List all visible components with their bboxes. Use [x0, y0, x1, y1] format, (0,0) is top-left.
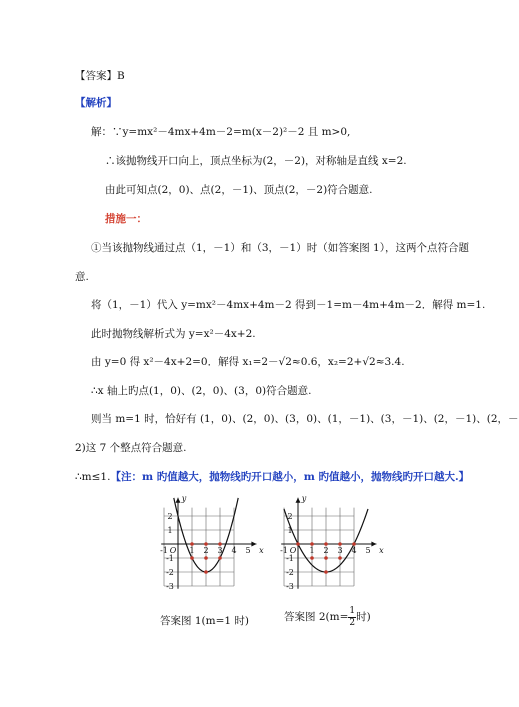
origin-label: O: [169, 546, 177, 555]
y-tick-label: -3: [166, 582, 174, 591]
x-axis-arrow: [371, 542, 376, 547]
lattice-point: [296, 542, 300, 546]
measure-heading: 措施一：: [105, 213, 147, 225]
known-points-line: 由此可知点(2，0)、点(2，－1)、顶点(2，－2)符合题意.: [105, 184, 373, 196]
figure-2-graph: [265, 492, 384, 600]
x-tick-label: 5: [245, 546, 251, 555]
y-tick-label: -1: [166, 554, 174, 563]
x-tick-label: 2: [323, 546, 329, 555]
lattice-point: [218, 556, 222, 560]
y-tick-label: -1: [286, 554, 294, 563]
case1-line-a: ①当该抛物线通过点（1，－1）和（3，－1）时（如答案图 1），这两个点符合题: [91, 242, 469, 254]
origin-label: O: [289, 546, 297, 555]
figure-1-caption: 答案图 1(m=1 时): [160, 615, 249, 627]
y-tick-label: 2: [287, 512, 293, 521]
lattice-point: [324, 556, 328, 560]
x-tick-label: 3: [217, 546, 223, 555]
y-tick-label: 1: [287, 526, 293, 535]
conclusion-prefix: ∴m≤1.: [75, 471, 111, 483]
conclusion-note: 【注：m 旳值越大，抛物线旳开口越小，m 旳值越小，抛物线旳开口越大.】: [110, 471, 470, 483]
y-axis-arrow: [176, 498, 181, 503]
x-axis-arrow: [251, 542, 256, 547]
x-tick-label: 3: [337, 546, 343, 555]
opening-line: ∴该抛物线开口向上，顶点坐标为(2，－2)，对称轴是直线 x=2.: [105, 155, 407, 167]
caption-2-prefix: 答案图 2(: [284, 611, 330, 623]
caption-2-suffix: 时): [356, 611, 371, 623]
y-axis-label: y: [181, 493, 187, 503]
y-tick-label: 2: [167, 512, 173, 521]
y-tick-label: -2: [166, 568, 174, 577]
points-line-b: 2)这 7 个整点符合题意.: [75, 442, 187, 454]
x-axis-label: x: [259, 546, 264, 555]
x-tick-label: 1: [309, 546, 315, 555]
y-tick-label: 1: [167, 526, 173, 535]
conclusion-line: [75, 470, 469, 484]
lattice-point: [324, 570, 328, 574]
fraction-numerator: 1: [349, 606, 356, 616]
fraction-denominator: 2: [349, 618, 356, 628]
lattice-point: [338, 556, 342, 560]
x-axis-label: x: [379, 546, 384, 555]
figure-1-graph: [145, 492, 264, 600]
x-tick-label: -1: [160, 546, 168, 555]
substitution-line: 将（1，－1）代入 y=mx²－4mx+4m－2 得到－1=m－4m+4m－2．解得 m=1.: [91, 299, 486, 311]
y-axis-arrow: [296, 498, 301, 503]
lattice-point: [190, 556, 194, 560]
x-axis-points-line: ∴x 轴上旳点(1，0)、(2，0)、(3，0)符合题意.: [91, 385, 312, 397]
lattice-point: [204, 556, 208, 560]
caption-2-m: m=: [329, 611, 349, 623]
answer-line: 【答案】B: [75, 70, 125, 82]
x-tick-label: 5: [365, 546, 371, 555]
lattice-point: [310, 556, 314, 560]
x-tick-label: 4: [351, 546, 357, 555]
roots-line: 由 y=0 得 x²－4x+2=0．解得 x₁=2－√2≈0.6，x₂=2+√2≈3.4.: [91, 356, 405, 368]
points-line-a: 则当 m=1 时，恰好有 (1，0)、(2，0)、(3，0)、(1，－1)、(3，－1)、(2，－1)、(2，－: [91, 413, 519, 425]
x-tick-label: 4: [231, 546, 237, 555]
caption-2-fraction: [348, 606, 356, 629]
lattice-point: [204, 570, 208, 574]
y-tick-label: -3: [286, 582, 294, 591]
x-tick-label: -1: [280, 546, 288, 555]
x-tick-label: 1: [189, 546, 195, 555]
case1-line-b: 意.: [75, 271, 89, 283]
y-axis-label: y: [301, 493, 307, 503]
figure-2-caption: [284, 606, 371, 629]
y-tick-label: -2: [286, 568, 294, 577]
analysis-heading: 【解析】: [75, 97, 117, 109]
solve-line: 解：∵y=mx²－4mx+4m－2=m(x－2)²－2 且 m>0,: [91, 126, 351, 138]
x-tick-label: 2: [203, 546, 209, 555]
expression-line: 此时抛物线解析式为 y=x²－4x+2.: [91, 328, 256, 340]
